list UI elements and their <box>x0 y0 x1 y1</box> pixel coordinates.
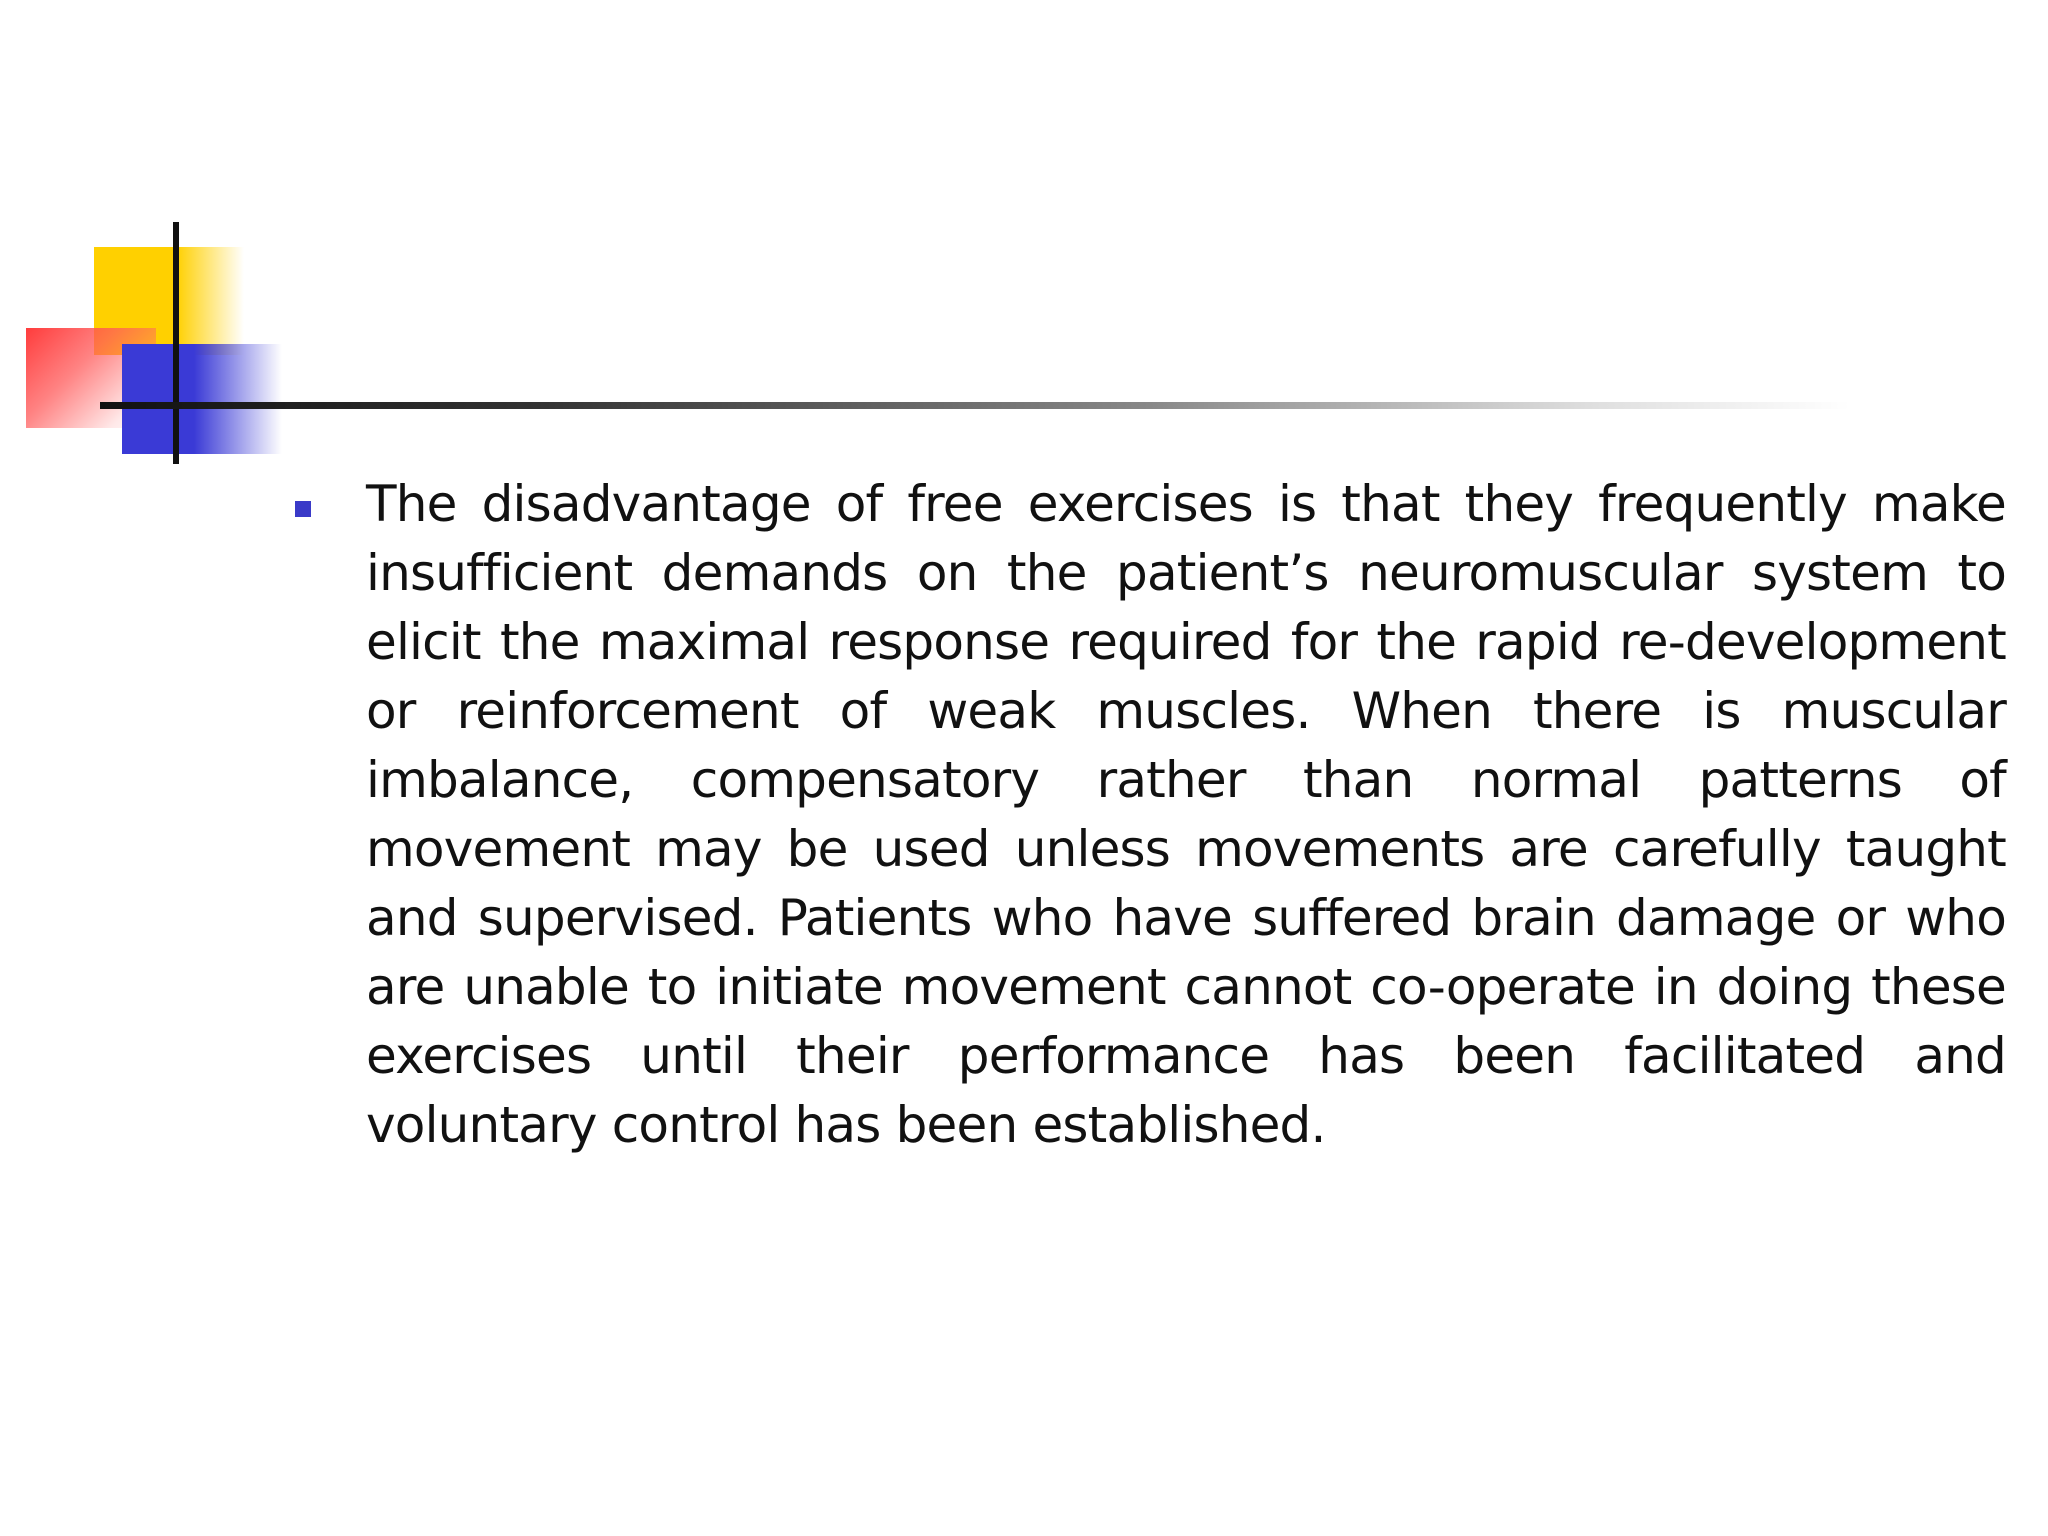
title-divider <box>100 402 1850 409</box>
bullet-text: The disadvantage of free exercises is that they frequently make insufficient demands on the patient’s neuromuscular system to elicit the maximal response required for the rapid re-development or reinforcement of weak muscles. When there is muscular imbalance, compensatory rather than normal patterns of movement may be used unless movements are carefully taught and supervised. Patients who have suffered brain damage or who are unable to initiate movement cannot co-operate in doing these exercises until their performance has been facilitated and voluntary control has been established. <box>366 475 2006 1154</box>
blue-square-icon <box>122 344 282 454</box>
slide-body <box>290 470 2010 1160</box>
vertical-rule <box>173 222 179 464</box>
bullet-item <box>290 470 2010 1160</box>
square-bullet-icon <box>295 501 311 517</box>
